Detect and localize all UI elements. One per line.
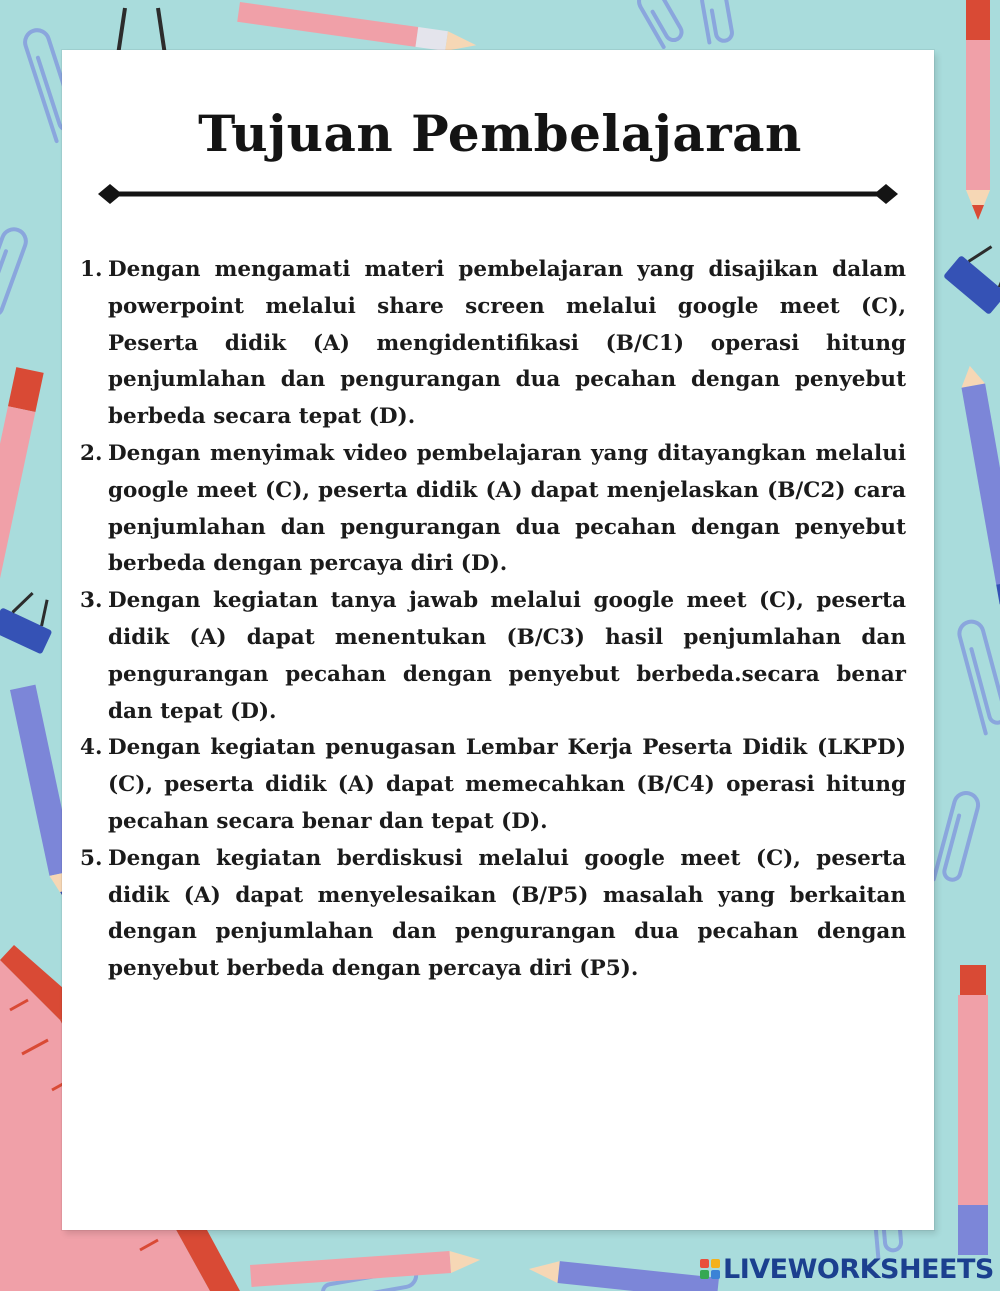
pencil-icon (0, 367, 44, 617)
liveworksheets-watermark[interactable] (700, 1254, 994, 1284)
paper-clip-icon (957, 619, 1000, 733)
liveworksheets-logo-icon (700, 1259, 720, 1279)
list-item (80, 252, 906, 436)
watermark-text: LIVEWORKSHEETS (723, 1253, 994, 1285)
list-item (80, 436, 906, 583)
item-text: Dengan kegiatan berdiskusi melalui google meet (C), peserta didik (A) dapat menyelesaikan (B/P5) masalah yang berkaitan dengan penjumlahan dan pengurangan dua pecahan dengan penyebut berbeda dengan percaya diri (P5). (108, 845, 906, 982)
item-number: 2. (80, 440, 103, 466)
item-text: Dengan menyimak video pembelajaran yang ditayangkan melalui google meet (C), peserta didik (A) dapat menjelaskan (B/C2) cara penjumlahan dan pengurangan dua pecahan dengan penyebut berbeda dengan percaya diri (D). (108, 440, 906, 577)
list-item (80, 730, 906, 840)
pencil-icon (958, 364, 1000, 605)
paper-clip-icon (0, 226, 29, 321)
item-text: Dengan kegiatan tanya jawab melalui google meet (C), peserta didik (A) dapat menentukan (B/C3) hasil penjumlahan dan pengurangan pecahan dengan penyebut berbeda.secara benar dan tepat (D). (108, 588, 906, 724)
item-text: Dengan kegiatan penugasan Lembar Kerja Peserta Didik (LKPD) (C), peserta didik (A) dapat memecahkan (B/C4) operasi hitung pecahan secara benar dan tepat (D). (108, 735, 906, 834)
binder-clip-icon (0, 584, 63, 655)
pencil-icon (528, 1258, 719, 1291)
title-divider (98, 182, 898, 206)
pencil-icon (250, 1249, 481, 1287)
pencil-icon (237, 2, 477, 55)
item-number: 1. (80, 257, 103, 282)
item-number: 5. (80, 845, 103, 871)
page-title: Tujuan Pembelajaran (198, 104, 802, 163)
objectives-list (80, 252, 906, 988)
item-text: Dengan mengamati materi pembelajaran yang disajikan dalam powerpoint melalui share screen melalui google meet (C), Peserta didik (A) mengidentifikasi (B/C1) operasi hitung penjumlahan dan pengurangan dua pecahan dengan penyebut berbeda secara tepat (D). (108, 257, 906, 430)
paper-clip-icon (700, 0, 733, 43)
paper-clip-icon (934, 790, 981, 885)
list-item (80, 841, 906, 988)
paper-clip-icon (635, 0, 685, 47)
binder-clip-icon (943, 235, 1000, 315)
pencil-icon (958, 965, 988, 1255)
list-item (80, 583, 906, 730)
item-number: 4. (80, 735, 103, 761)
item-number: 3. (80, 588, 103, 614)
